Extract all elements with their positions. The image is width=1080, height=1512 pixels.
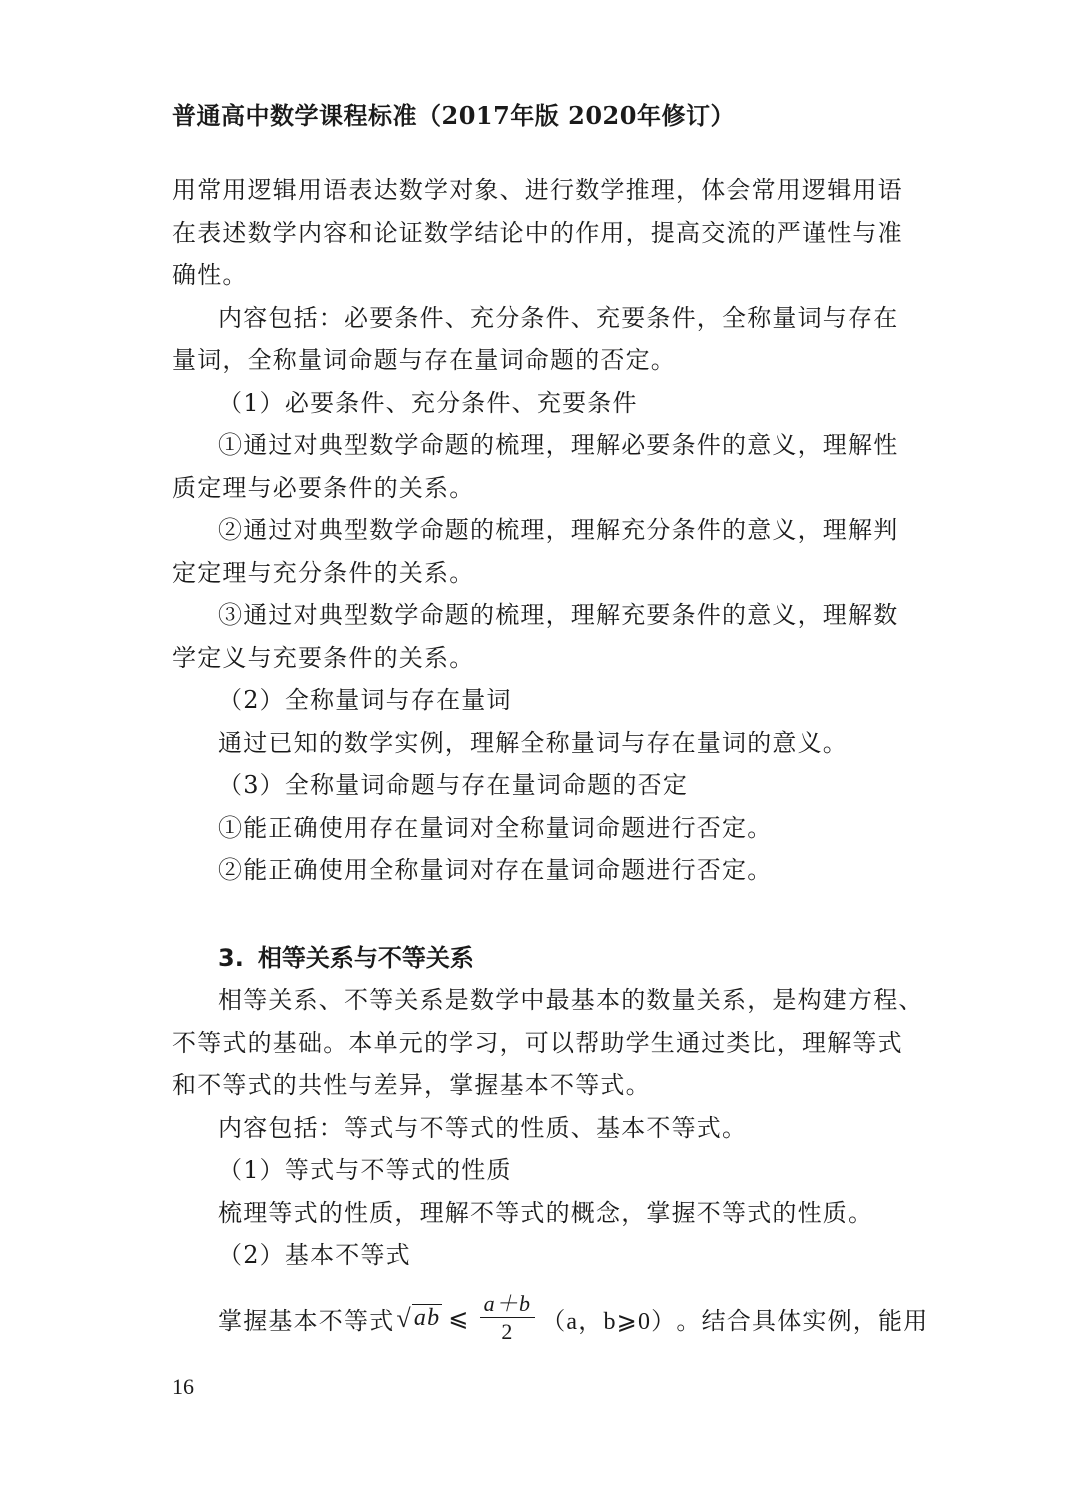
formula-prefix: 掌握基本不等式 xyxy=(218,1306,395,1335)
radicand: ab xyxy=(413,1305,441,1332)
text-line: 梳理等式的性质，理解不等式的概念，掌握不等式的性质。 xyxy=(218,1199,874,1227)
radical-sign: √ xyxy=(396,1303,412,1333)
text-line: 用常用逻辑用语表达数学对象、进行数学推理，体会常用逻辑用语 xyxy=(172,176,903,204)
text-line: 在表述数学内容和论证数学结论中的作用，提高交流的严谨性与准 xyxy=(172,219,903,247)
running-header: 普通高中数学课程标准（2017年版 2020年修订） xyxy=(172,101,735,130)
text-line: 量词，全称量词命题与存在量词命题的否定。 xyxy=(172,346,676,374)
text-line: ①能正确使用存在量词对全称量词命题进行否定。 xyxy=(218,814,773,842)
text-line: 质定理与必要条件的关系。 xyxy=(172,474,475,502)
fraction xyxy=(480,1293,536,1343)
text-line: 内容包括：必要条件、充分条件、充要条件，全称量词与存在 xyxy=(218,304,899,332)
text-line: 内容包括：等式与不等式的性质、基本不等式。 xyxy=(218,1114,748,1142)
section-number: 3. xyxy=(218,944,244,972)
text-line: ②能正确使用全称量词对存在量词命题进行否定。 xyxy=(218,856,773,884)
text-line: ③通过对典型数学命题的梳理，理解充要条件的意义，理解数 xyxy=(218,601,899,629)
list-heading: （3）全称量词命题与存在量词命题的否定 xyxy=(218,771,689,799)
fraction-numerator: a＋b xyxy=(480,1293,536,1318)
text-line: ①通过对典型数学命题的梳理，理解必要条件的意义，理解性 xyxy=(218,431,899,459)
formula-line xyxy=(218,1290,928,1346)
section-heading xyxy=(218,938,474,973)
text-line: 不等式的基础。本单元的学习，可以帮助学生通过类比，理解等式 xyxy=(172,1029,903,1057)
page-number: 16 xyxy=(172,1374,194,1399)
section-title: 相等关系与不等关系 xyxy=(257,944,474,972)
text-line: 定定理与充分条件的关系。 xyxy=(172,559,475,587)
list-heading: （2）全称量词与存在量词 xyxy=(218,686,512,714)
text-line: 学定义与充要条件的关系。 xyxy=(172,644,475,672)
formula-condition: （a，b⩾0） xyxy=(541,1308,677,1335)
relation-symbol: ⩽ xyxy=(448,1305,470,1332)
text-line: 相等关系、不等关系是数学中最基本的数量关系，是构建方程、 xyxy=(218,986,924,1014)
list-heading: （1）等式与不等式的性质 xyxy=(218,1156,512,1184)
fraction-denominator: 2 xyxy=(501,1319,514,1344)
text-line: ②通过对典型数学命题的梳理，理解充分条件的意义，理解判 xyxy=(218,516,899,544)
text-line: 通过已知的数学实例，理解全称量词与存在量词的意义。 xyxy=(218,729,848,757)
list-heading: （2）基本不等式 xyxy=(218,1241,411,1269)
formula-suffix: 。结合具体实例，能用 xyxy=(676,1306,929,1335)
text-line: 确性。 xyxy=(172,261,248,289)
text-line: 和不等式的共性与差异，掌握基本不等式。 xyxy=(172,1071,651,1099)
list-heading: （1）必要条件、充分条件、充要条件 xyxy=(218,389,638,417)
square-root xyxy=(396,1304,442,1331)
